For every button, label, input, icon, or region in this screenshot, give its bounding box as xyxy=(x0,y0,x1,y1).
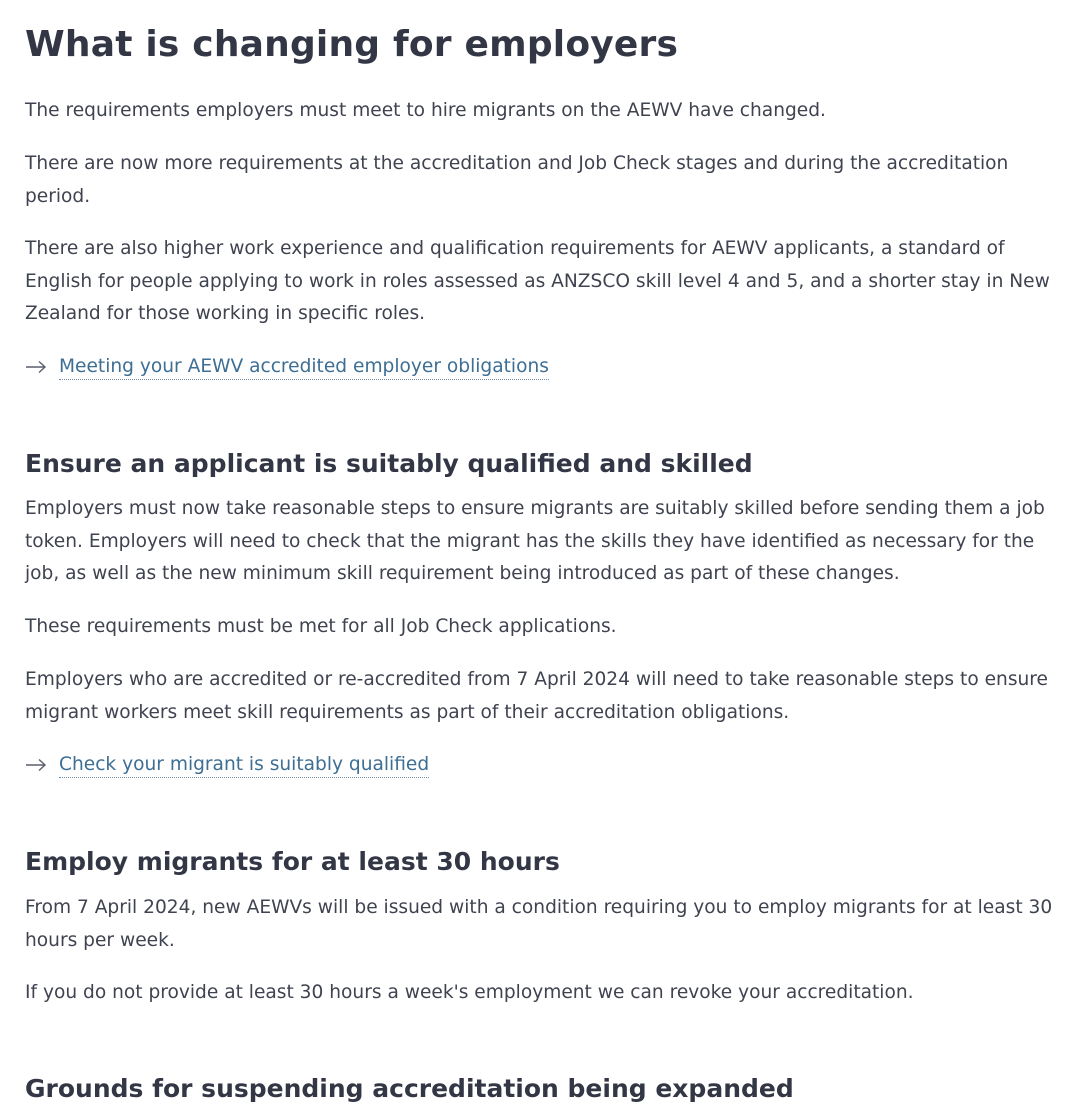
hours-paragraph-1: From 7 April 2024, new AEWVs will be issued with a condition requiring you to employ migrants for at least 30 hours per week. xyxy=(25,897,1053,951)
hours-paragraph-2: If you do not provide at least 30 hours a week's employment we can revoke your accreditation. xyxy=(25,982,914,1003)
arrow-right-icon xyxy=(25,758,47,772)
section-heading-hours: Employ migrants for at least 30 hours xyxy=(25,847,560,876)
arrow-right-icon xyxy=(25,360,47,374)
obligations-link-row xyxy=(25,351,549,383)
obligations-link[interactable]: Meeting your AEWV accredited employer obligations xyxy=(59,355,549,380)
qualified-paragraph-1: Employers must now take reasonable steps to ensure migrants are suitably skilled before sending them a job token. Employers will need to check that the migrant has the skills they have identified as necessary for the job, as well as the new minimum skill requirement being introduced as part of these changes. xyxy=(25,498,1045,584)
section-heading-qualified: Ensure an applicant is suitably qualified and skilled xyxy=(25,449,753,478)
intro-paragraph-3: There are also higher work experience and qualification requirements for AEWV applicants, a standard of English for people applying to work in roles assessed as ANZSCO skill level 4 and 5, and a shorter stay in New Zealand for those working in specific roles. xyxy=(25,238,1050,324)
qualified-paragraph-3: Employers who are accredited or re-accredited from 7 April 2024 will need to take reasonable steps to ensure migrant workers meet skill requirements as part of their accreditation obligations. xyxy=(25,669,1048,723)
page-title: What is changing for employers xyxy=(25,24,679,65)
section-heading-suspension: Grounds for suspending accreditation being expanded xyxy=(25,1074,794,1103)
check-qualified-link[interactable]: Check your migrant is suitably qualified xyxy=(59,753,429,778)
qualified-paragraph-2: These requirements must be met for all Job Check applications. xyxy=(25,616,617,637)
intro-paragraph-2: There are now more requirements at the accreditation and Job Check stages and during the accreditation period. xyxy=(25,153,1009,207)
qualified-link-row xyxy=(25,749,429,781)
intro-paragraph-1: The requirements employers must meet to hire migrants on the AEWV have changed. xyxy=(25,100,826,121)
